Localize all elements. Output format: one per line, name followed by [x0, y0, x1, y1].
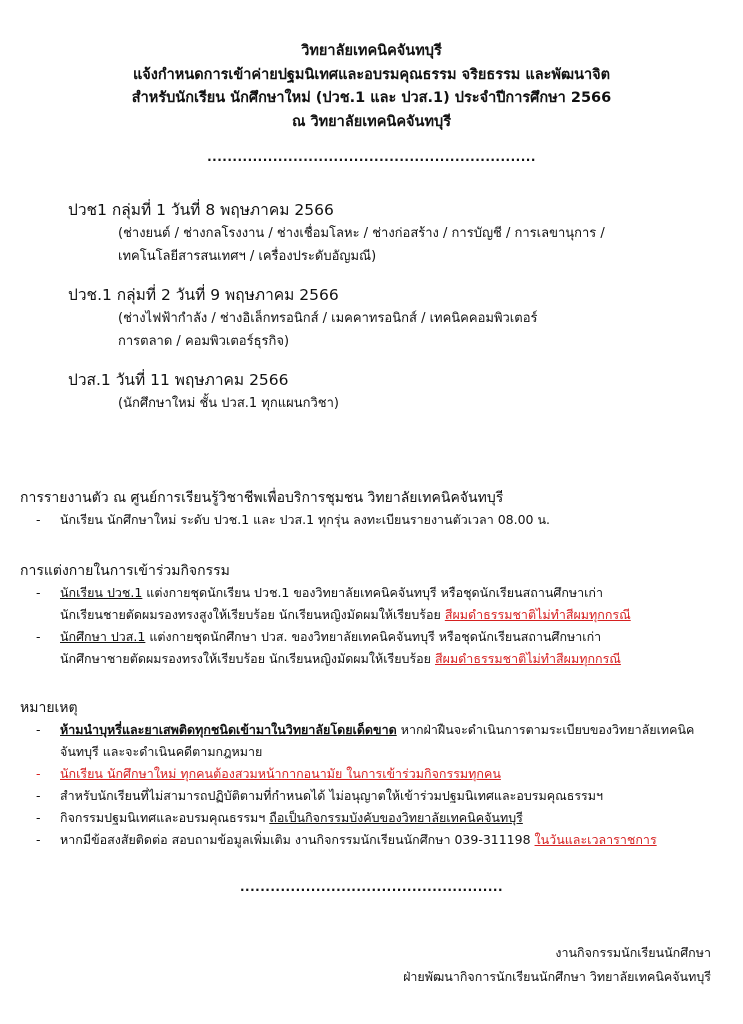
target-students: สำหรับนักเรียน นักศึกษาใหม่ (ปวช.1 และ ปวส.1) ประจำปีการศึกษา 2566	[131, 90, 612, 106]
mask-requirement: นักเรียน นักศึกษาใหม่ ทุกคนต้องสวมหน้ากากอนามัย ในการเข้าร่วมกิจกรรมทุกคน	[60, 766, 501, 781]
schedule-group	[68, 198, 708, 268]
document-header	[0, 40, 743, 134]
signature-unit: งานกิจกรรมนักเรียนนักศึกษา	[555, 945, 711, 960]
schedule-departments: (ช่างยนต์ / ช่างกลโรงงาน / ช่างเชื่อมโลหะ / ช่างก่อสร้าง / การบัญชี / การเลขานุการ /	[118, 226, 605, 241]
event-location: ณ วิทยาลัยเทคนิคจันทบุรี	[291, 113, 451, 130]
mandatory-activity: ถือเป็นกิจกรรมบังคับของวิทยาลัยเทคนิคจันทบุรี	[269, 810, 523, 825]
report-title: การรายงานตัว ณ ศูนย์การเรียนรู้วิชาชีพเพื่อบริการชุมชน วิทยาลัยเทคนิคจันทบุรี	[20, 490, 504, 506]
schedule-departments: (นักศึกษาใหม่ ชั้น ปวส.1 ทุกแผนกวิชา)	[118, 396, 339, 411]
hair-color-warning: สีผมดำธรรมชาติไม่ทำสีผมทุกกรณี	[434, 651, 621, 666]
report-section	[20, 487, 720, 531]
note-item: - หากมีข้อสงสัยติดต่อ สอบถามข้อมูลเพิ่มเติม งานกิจกรรมนักเรียนนักศึกษา 039-311198 ในวันและเวลาราชการ	[36, 832, 657, 847]
prohibition-text: ห้ามนำบุหรี่และยาเสพติดทุกชนิดเข้ามาในวิทยาลัยโดยเด็ดขาด	[60, 722, 397, 737]
schedule-departments: เทคโนโลยีสารสนเทศฯ / เครื่องประดับอัญมณี)	[118, 249, 377, 264]
schedule-group	[68, 283, 708, 353]
header-divider: .................................................................	[207, 150, 536, 164]
signature-block	[403, 941, 711, 989]
office-hours: ในวันและเวลาราชการ	[534, 832, 657, 847]
notes-title: หมายเหตุ	[20, 700, 78, 716]
dress-code-item: - นักศึกษา ปวส.1 แต่งกายชุดนักศึกษา ปวส. ของวิทยาลัยเทคนิคจันทบุรี หรือชุดนักเรียนสถานศึกษาเก่า นักศึกษาชายตัดผมรองทรงให้เรียบร้อย นักเรียนหญิงมัดผมให้เรียบร้อย สีผมดำธรรมชาติไม่ทำสีผมทุกกรณี	[36, 629, 621, 666]
footer-divider: ....................................................	[239, 880, 504, 894]
schedule-date: ปวช.1 กลุ่มที่ 2 วันที่ 9 พฤษภาคม 2566	[68, 286, 339, 304]
note-item: - กิจกรรมปฐมนิเทศและอบรมคุณธรรมฯ ถือเป็นกิจกรรมบังคับของวิทยาลัยเทคนิคจันทบุรี	[36, 810, 523, 825]
dress-code-title: การแต่งกายในการเข้าร่วมกิจกรรม	[20, 563, 230, 579]
schedule-group	[68, 368, 708, 415]
report-item: - นักเรียน นักศึกษาใหม่ ระดับ ปวช.1 และ ปวส.1 ทุกรุ่น ลงทะเบียนรายงานตัวเวลา 08.00 น.	[36, 512, 550, 527]
announcement-subject: แจ้งกำหนดการเข้าค่ายปฐมนิเทศและอบรมคุณธรรม จริยธรรม และพัฒนาจิต	[132, 66, 611, 83]
notes-section	[20, 697, 720, 851]
schedule-departments: การตลาด / คอมพิวเตอร์ธุรกิจ)	[118, 334, 290, 349]
schedule-departments: (ช่างไฟฟ้ากำลัง / ช่างอิเล็กทรอนิกส์ / เมคคาทรอนิกส์ / เทคนิคคอมพิวเตอร์	[118, 311, 538, 326]
college-name: วิทยาลัยเทคนิคจันทบุรี	[301, 43, 442, 59]
schedule-list	[68, 198, 708, 430]
note-item: - สำหรับนักเรียนที่ไม่สามารถปฏิบัติตามที่กำหนดได้ ไม่อนุญาตให้เข้าร่วมปฐมนิเทศและอบรมคุณธรรมฯ	[36, 788, 604, 803]
contact-info: หากมีข้อสงสัยติดต่อ สอบถามข้อมูลเพิ่มเติม งานกิจกรรมนักเรียนนักศึกษา 039-311198	[60, 832, 535, 847]
signature-department: ฝ่ายพัฒนากิจการนักเรียนนักศึกษา วิทยาลัยเทคนิคจันทบุรี	[403, 969, 711, 984]
dress-code-item: - นักเรียน ปวช.1 แต่งกายชุดนักเรียน ปวช.1 ของวิทยาลัยเทคนิคจันทบุรี หรือชุดนักเรียนสถานศึกษาเก่า นักเรียนชายตัดผมรองทรงสูงให้เรียบร้อย นักเรียนหญิงมัดผมให้เรียบร้อย สีผมดำธรรมชาติไม่ทำสีผมทุกกรณี	[36, 585, 631, 622]
schedule-date: ปวส.1 วันที่ 11 พฤษภาคม 2566	[68, 371, 289, 389]
dress-lead: นักศึกษา ปวส.1	[60, 629, 146, 644]
hair-color-warning: สีผมดำธรรมชาติไม่ทำสีผมทุกกรณี	[444, 607, 631, 622]
note-item: - นักเรียน นักศึกษาใหม่ ทุกคนต้องสวมหน้ากากอนามัย ในการเข้าร่วมกิจกรรมทุกคน	[36, 766, 501, 781]
dress-code-section	[20, 560, 720, 670]
note-item: - ห้ามนำบุหรี่และยาเสพติดทุกชนิดเข้ามาในวิทยาลัยโดยเด็ดขาด หากฝ่าฝืนจะดำเนินการตามระเบียบของวิทยาลัยเทคนิค จันทบุรี และจะดำเนินคดีตามกฎหมาย	[36, 722, 695, 759]
schedule-date: ปวช1 กลุ่มที่ 1 วันที่ 8 พฤษภาคม 2566	[68, 201, 334, 219]
dress-lead: นักเรียน ปวช.1	[60, 585, 143, 600]
